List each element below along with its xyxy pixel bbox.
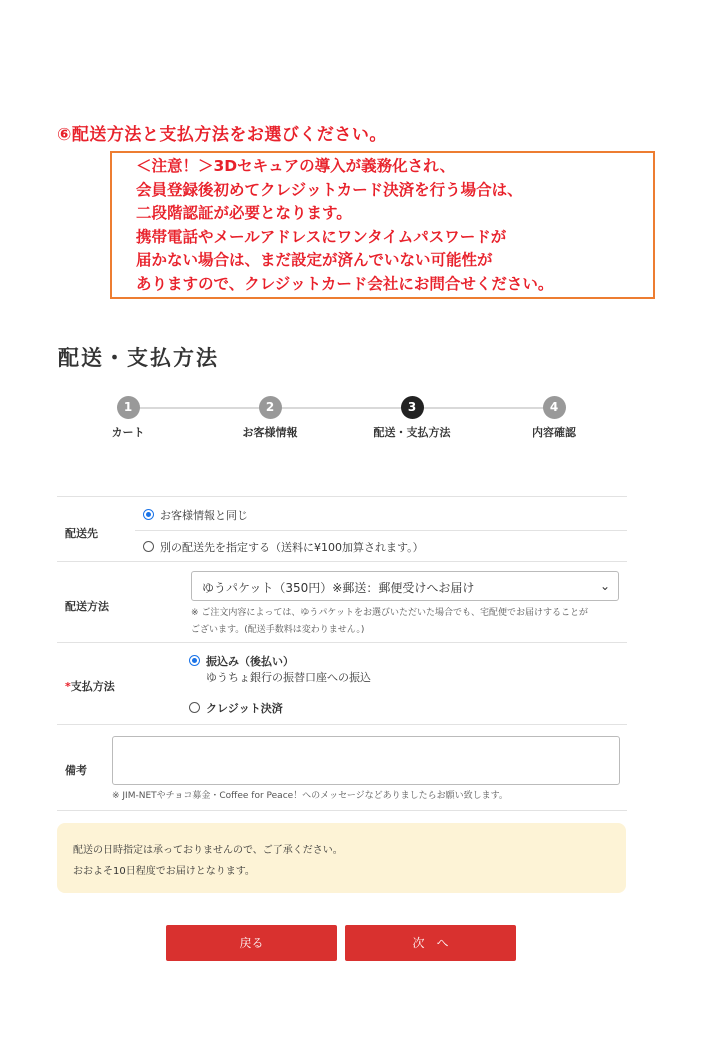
payment-credit-option[interactable] [189,700,283,716]
step-number: 4 [543,396,566,419]
step-shipping-payment [342,396,482,440]
notice-line: 二段階認証が必要となります。 [136,204,352,222]
step-label: お客様情報 [242,426,298,439]
step-number: 2 [259,396,282,419]
step-number: 1 [117,396,140,419]
radio-selected-icon[interactable] [189,655,200,666]
radio-icon[interactable] [143,541,154,552]
checkout-stepper [0,396,720,446]
shipping-method-row [57,561,627,642]
shipping-note: ※ ご注文内容によっては、ゆうパケットをお選びいただいた場合でも、宅配便でお届けすることが [191,608,588,618]
remarks-note: ※ JIM-NETやチョコ募金・Coffee for Peace！へのメッセージなどありましたらお願い致します。 [112,791,508,801]
remarks-row [57,724,627,811]
shipping-note: ございます。(配送手数料は変わりません。) [191,625,365,635]
radio-selected-icon[interactable] [143,509,154,520]
remarks-textarea[interactable] [112,736,620,785]
shipping-other-option[interactable] [143,539,424,555]
chevron-down-icon: ⌄ [599,579,610,593]
option-label: クレジット決済 [206,702,283,715]
back-button[interactable]: 戻る [166,925,337,961]
shipping-method-label: 配送方法 [65,600,109,613]
info-line: 配送の日時指定は承っておりませんので、ご了承ください。 [73,845,343,856]
step-number: 3 [401,396,424,419]
option-label: 振込み（後払い） [206,655,294,668]
step-label: 内容確認 [532,426,576,439]
shipping-destination-label: 配送先 [65,527,98,540]
option-label: お客様情報と同じ [160,509,248,522]
payment-transfer-description: ゆうちょ銀行の振替口座への振込 [206,671,371,684]
select-value: ゆうパケット（350円）※郵送：郵便受けへお届け [202,581,475,595]
payment-method-label [65,678,115,694]
info-line: おおよそ10日程度でお届けとなります。 [73,866,255,877]
required-mark: * [65,680,71,693]
notice-line: 会員登録後初めてクレジットカード決済を行う場合は、 [136,180,523,199]
remarks-label: 備考 [65,764,87,777]
shipping-method-select[interactable] [191,571,619,601]
security-notice [110,151,655,299]
radio-icon[interactable] [189,702,200,713]
shipping-destination-row [57,496,627,561]
option-label: 別の配送先を指定する（送料に¥100加算されます。） [160,541,424,554]
instruction-heading: ⑥配送方法と支払方法をお選びください。 [57,125,387,145]
step-cart [58,396,198,440]
next-button[interactable]: 次 へ [345,925,516,961]
payment-method-row [57,642,627,724]
notice-line: ありますので、クレジットカード会社にお問合せください。 [136,274,554,293]
notice-line: 携帯電話やメールアドレスにワンタイムパスワードが [136,227,507,246]
shipping-same-option[interactable] [143,507,248,523]
divider [135,530,627,531]
payment-transfer-option[interactable] [189,653,294,669]
step-customer-info [200,396,340,440]
payment-label-text: 支払方法 [70,680,115,693]
page-title: 配送・支払方法 [58,346,219,370]
step-label: 配送・支払方法 [373,426,451,439]
step-label: カート [111,426,145,439]
notice-line: ＜注意！＞3Dセキュアの導入が義務化され、 [136,157,456,175]
delivery-info-box [57,823,626,893]
step-confirm [484,396,624,440]
notice-line: 届かない場合は、まだ設定が済んでいない可能性が [136,251,493,269]
